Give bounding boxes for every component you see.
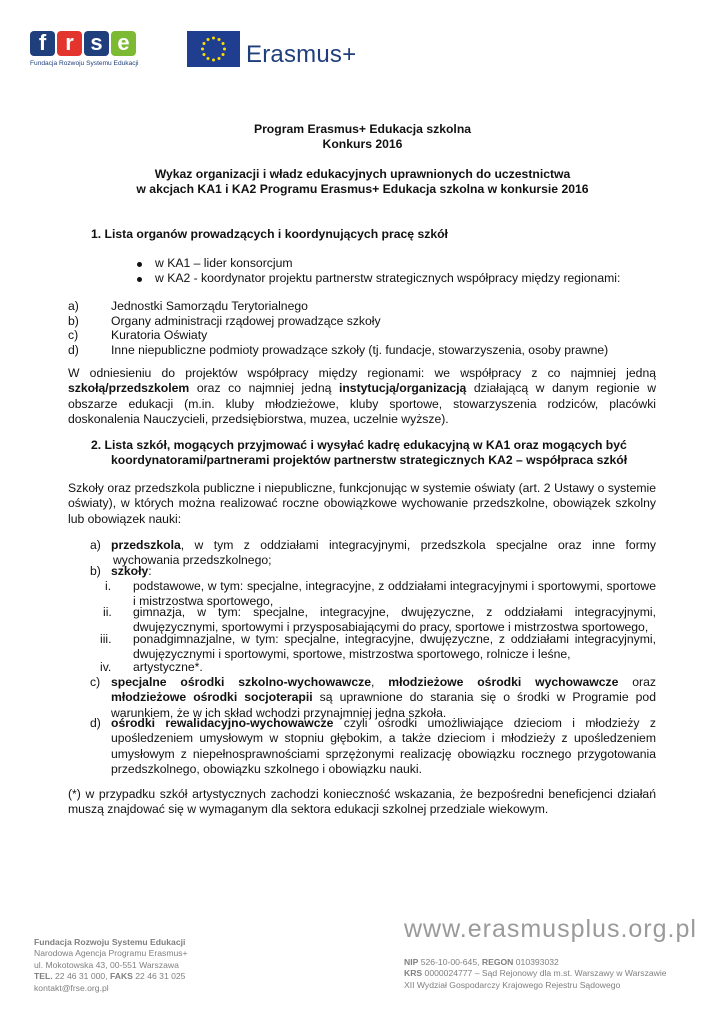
footer-label: REGON (481, 957, 514, 967)
bullet-icon (137, 262, 142, 267)
footer-value: 22 46 31 000, (52, 971, 110, 982)
list-item-marker: b) (68, 314, 79, 328)
item-a-preschools (111, 538, 656, 569)
paragraph-text: są uprawnione do starania się o środki w Programie pod (312, 690, 656, 705)
eu-star-icon (212, 37, 215, 40)
paragraph-line (111, 538, 656, 553)
list-item-marker: d) (90, 716, 101, 730)
roman-marker: i. (105, 579, 112, 593)
list-item-marker: a) (68, 299, 79, 313)
list-item: Inne niepubliczne podmioty prowadzące szkoły (tj. fundacje, stowarzyszenia, osoby prawne) (111, 343, 609, 357)
paragraph-line: umysłowym z niepełnosprawnościami sprzężonymi realizację obowiązku rocznego przygotowania (111, 746, 656, 761)
footer-value: 526-10-00-645, (418, 957, 482, 967)
item-b-schools (111, 564, 152, 579)
roman-marker: ii. (103, 605, 112, 619)
eu-flag-icon (187, 31, 240, 67)
eu-star-icon (222, 53, 225, 56)
paragraph-line: ponadgimnazjalne, w tym: specjalne, integracyjne, dwujęzyczne, z oddziałami integracyjnymi, (133, 632, 656, 646)
paragraph-text: czyli ośrodki umożliwiające dzieciom i młodzieży z (333, 716, 657, 730)
footer-address: ul. Mokotowska 43, 00-551 Warszawa (34, 959, 179, 970)
footer-value: 0000024777 – Sąd Rejonowy dla m.st. Warszawy w Warszawie (422, 968, 667, 979)
section1-heading: 1. Lista organów prowadzących i koordynujących pracę szkół (91, 227, 448, 241)
paragraph-line: gimnazja, w tym: specjalne, integracyjne, dwujęzyczne, z oddziałami integracyjnymi, (133, 605, 656, 619)
list-item: Kuratoria Oświaty (111, 328, 208, 342)
footer-label: KRS (404, 968, 423, 979)
bullet-ka1: w KA1 – lider konsorcjum (155, 256, 293, 270)
paragraph-line: lub obowiązek nauki: (68, 511, 182, 526)
paragraph-line: obszarze edukacji (m.in. kluby młodzieżowe, kluby sportowe, stowarzyszenia rodziców, placówki (68, 396, 656, 411)
footer-label: TEL. (34, 971, 53, 982)
list-item: Jednostki Samorządu Terytorialnego (111, 299, 308, 313)
paragraph-line: (*) w przypadku szkół artystycznych zachodzi konieczność wskazania, że bezpośredni beneficjenci działań (68, 787, 656, 801)
footer-phone (34, 971, 188, 982)
paragraph-line: upośledzeniem umysłowym w stopniu głębokim, a także dzieciom i młodzieży z upośledzeniem (111, 731, 656, 746)
regional-cooperation-paragraph (68, 366, 656, 428)
paragraph-text: , (371, 675, 389, 689)
eu-star-icon (222, 42, 225, 45)
footer-email: kontakt@frse.org.pl (34, 982, 109, 993)
paragraph-text: oraz co najmniej jedną (189, 381, 339, 396)
paragraph-line: i mistrzostwa sportowego, (133, 594, 274, 609)
frse-letter-r: r (57, 31, 82, 56)
bold-term: specjalne ośrodki szkolno-wychowawcze (111, 675, 371, 689)
frse-caption: Fundacja Rozwoju Systemu Edukacji (30, 60, 139, 67)
paragraph-line: doskonalenia Nauczycieli, przedsiębiorstwa, muzea, uczelnie wyższe). (68, 412, 449, 427)
bold-term: młodzieżowe ośrodki socjoterapii (111, 690, 313, 705)
paragraph-line: W odniesieniu do projektów współpracy między regionami: we współpracy z co najmniej jedną (68, 366, 656, 380)
bold-term: szkołą/przedszkolem (68, 381, 190, 396)
roman-item-upper-secondary (133, 632, 656, 663)
bold-term: przedszkola (111, 538, 181, 552)
footnote-paragraph (68, 787, 656, 818)
paragraph-line (111, 716, 656, 731)
roman-item-artistic: artystyczne*. (133, 660, 203, 674)
footer-value: 010393032 (513, 957, 559, 967)
roman-marker: iv. (100, 660, 112, 674)
paragraph-line: Szkoły oraz przedszkola publiczne i niepubliczne, funkcjonując w systemie oświaty (art. 2 Ustawy o systemie (68, 481, 656, 495)
list-item-marker: c) (90, 675, 101, 689)
eu-star-icon (201, 48, 204, 51)
bold-term: młodzieżowe ośrodki wychowawcze (388, 675, 619, 689)
bold-term: instytucją/organizacją (338, 381, 467, 396)
footer-contact (34, 937, 188, 994)
footer-website-url: www.erasmusplus.org.pl (404, 915, 697, 943)
paragraph-line: podstawowe, w tym: specjalne, integracyjne, z oddziałami integracyjnymi i sportowymi, sportowe (133, 579, 656, 593)
frse-logo-letters (30, 31, 140, 56)
eu-star-icon (218, 38, 221, 41)
list-item-marker: d) (68, 343, 79, 357)
frse-letter-e: e (111, 31, 136, 56)
roman-marker: iii. (100, 632, 112, 646)
document-subtitle-line2: w akcjach KA1 i KA2 Programu Erasmus+ Edukacja szkolna w konkursie 2016 (136, 182, 589, 196)
frse-letter-s: s (84, 31, 109, 56)
paragraph-line: wychowania przedszkolnego; (113, 553, 272, 568)
footer-nip-regon (404, 957, 667, 968)
list-item: Organy administracji rządowej prowadzące szkoły (111, 314, 381, 328)
item-c-special-centres (111, 675, 656, 721)
paragraph-line (111, 675, 656, 690)
footer-value: 22 46 31 025 (132, 971, 186, 982)
bold-term: ośrodki rewalidacyjno-wychowawcze (111, 716, 334, 730)
eu-star-icon (207, 57, 210, 60)
paragraph-line: oświaty), w których można realizować roczne obowiązkowe wychowanie przedszkolne, obowiązek szkolny (68, 496, 656, 511)
paragraph-line: dwujęzycznymi, sportowymi i przysposabiającymi do pracy, sportowe i mistrzostwa sportowego, (133, 620, 649, 635)
bold-term: szkoły (111, 564, 149, 578)
list-item-marker: c) (68, 328, 79, 342)
eu-star-icon (218, 57, 221, 60)
program-title: Program Erasmus+ Edukacja szkolna (253, 122, 472, 136)
eu-star-icon (212, 59, 215, 62)
paragraph-line (68, 381, 656, 396)
eu-star-icon (223, 48, 226, 51)
paragraph-line: przedszkolnego, obowiązku szkolnego i obowiązku nauki. (111, 762, 422, 777)
frse-letter-f: f (30, 31, 55, 56)
frse-logo (30, 31, 140, 71)
bullet-ka2: w KA2 - koordynator projektu partnerstw strategicznych współpracy między regionami: (155, 271, 621, 285)
contest-year: Konkurs 2016 (322, 137, 403, 151)
section2-heading-line2: koordynatorami/partnerami projektów partnerstw strategicznych KA2 – współpraca szkół (111, 453, 628, 467)
footer-registry (404, 957, 667, 991)
document-subtitle-line1: Wykaz organizacji i władz edukacyjnych uprawnionych do uczestnictwa (154, 167, 571, 181)
paragraph-text: oraz (618, 675, 656, 689)
paragraph-line: warunkiem, że w ich skład wchodzi przynajmniej jedna szkoła. (111, 705, 447, 720)
paragraph-line (111, 690, 656, 705)
paragraph-text: , w tym z oddziałami integracyjnymi, przedszkola specjalne oraz inne formy (180, 538, 656, 552)
eu-star-icon (202, 53, 205, 56)
list-item-marker: a) (90, 538, 101, 552)
paragraph-line: muszą znajdować się w wymaganym dla sektora edukacji szkolnej przedziale wiekowym. (68, 802, 549, 817)
section2-heading-line1: 2. Lista szkół, mogących przyjmować i wysyłać kadrę edukacyjną w KA1 oraz mogących być (91, 438, 627, 452)
paragraph-line: dwujęzycznymi i sportowymi, sportowe, mistrzostwa sportowego, rolnicze i leśne, (133, 647, 571, 662)
footer-label: FAKS (109, 971, 133, 982)
paragraph-text: działającą w danym regionie w (466, 381, 656, 396)
footer-org-name: Fundacja Rozwoju Systemu Edukacji (34, 937, 186, 947)
list-item-marker: b) (90, 564, 101, 578)
bullet-icon (137, 277, 142, 282)
paragraph-text: : (148, 564, 152, 578)
schools-intro-paragraph (68, 481, 656, 527)
erasmus-plus-logo: Erasmus+ (246, 41, 357, 68)
footer-label: NIP (404, 957, 419, 967)
footer-court: XII Wydział Gospodarczy Krajowego Rejestru Sądowego (404, 979, 621, 990)
eu-star-icon (202, 42, 205, 45)
footer-krs (404, 968, 667, 979)
eu-star-icon (207, 38, 210, 41)
footer-agency: Narodowa Agencja Programu Erasmus+ (34, 948, 188, 959)
item-d-rehab-centres (111, 716, 656, 778)
